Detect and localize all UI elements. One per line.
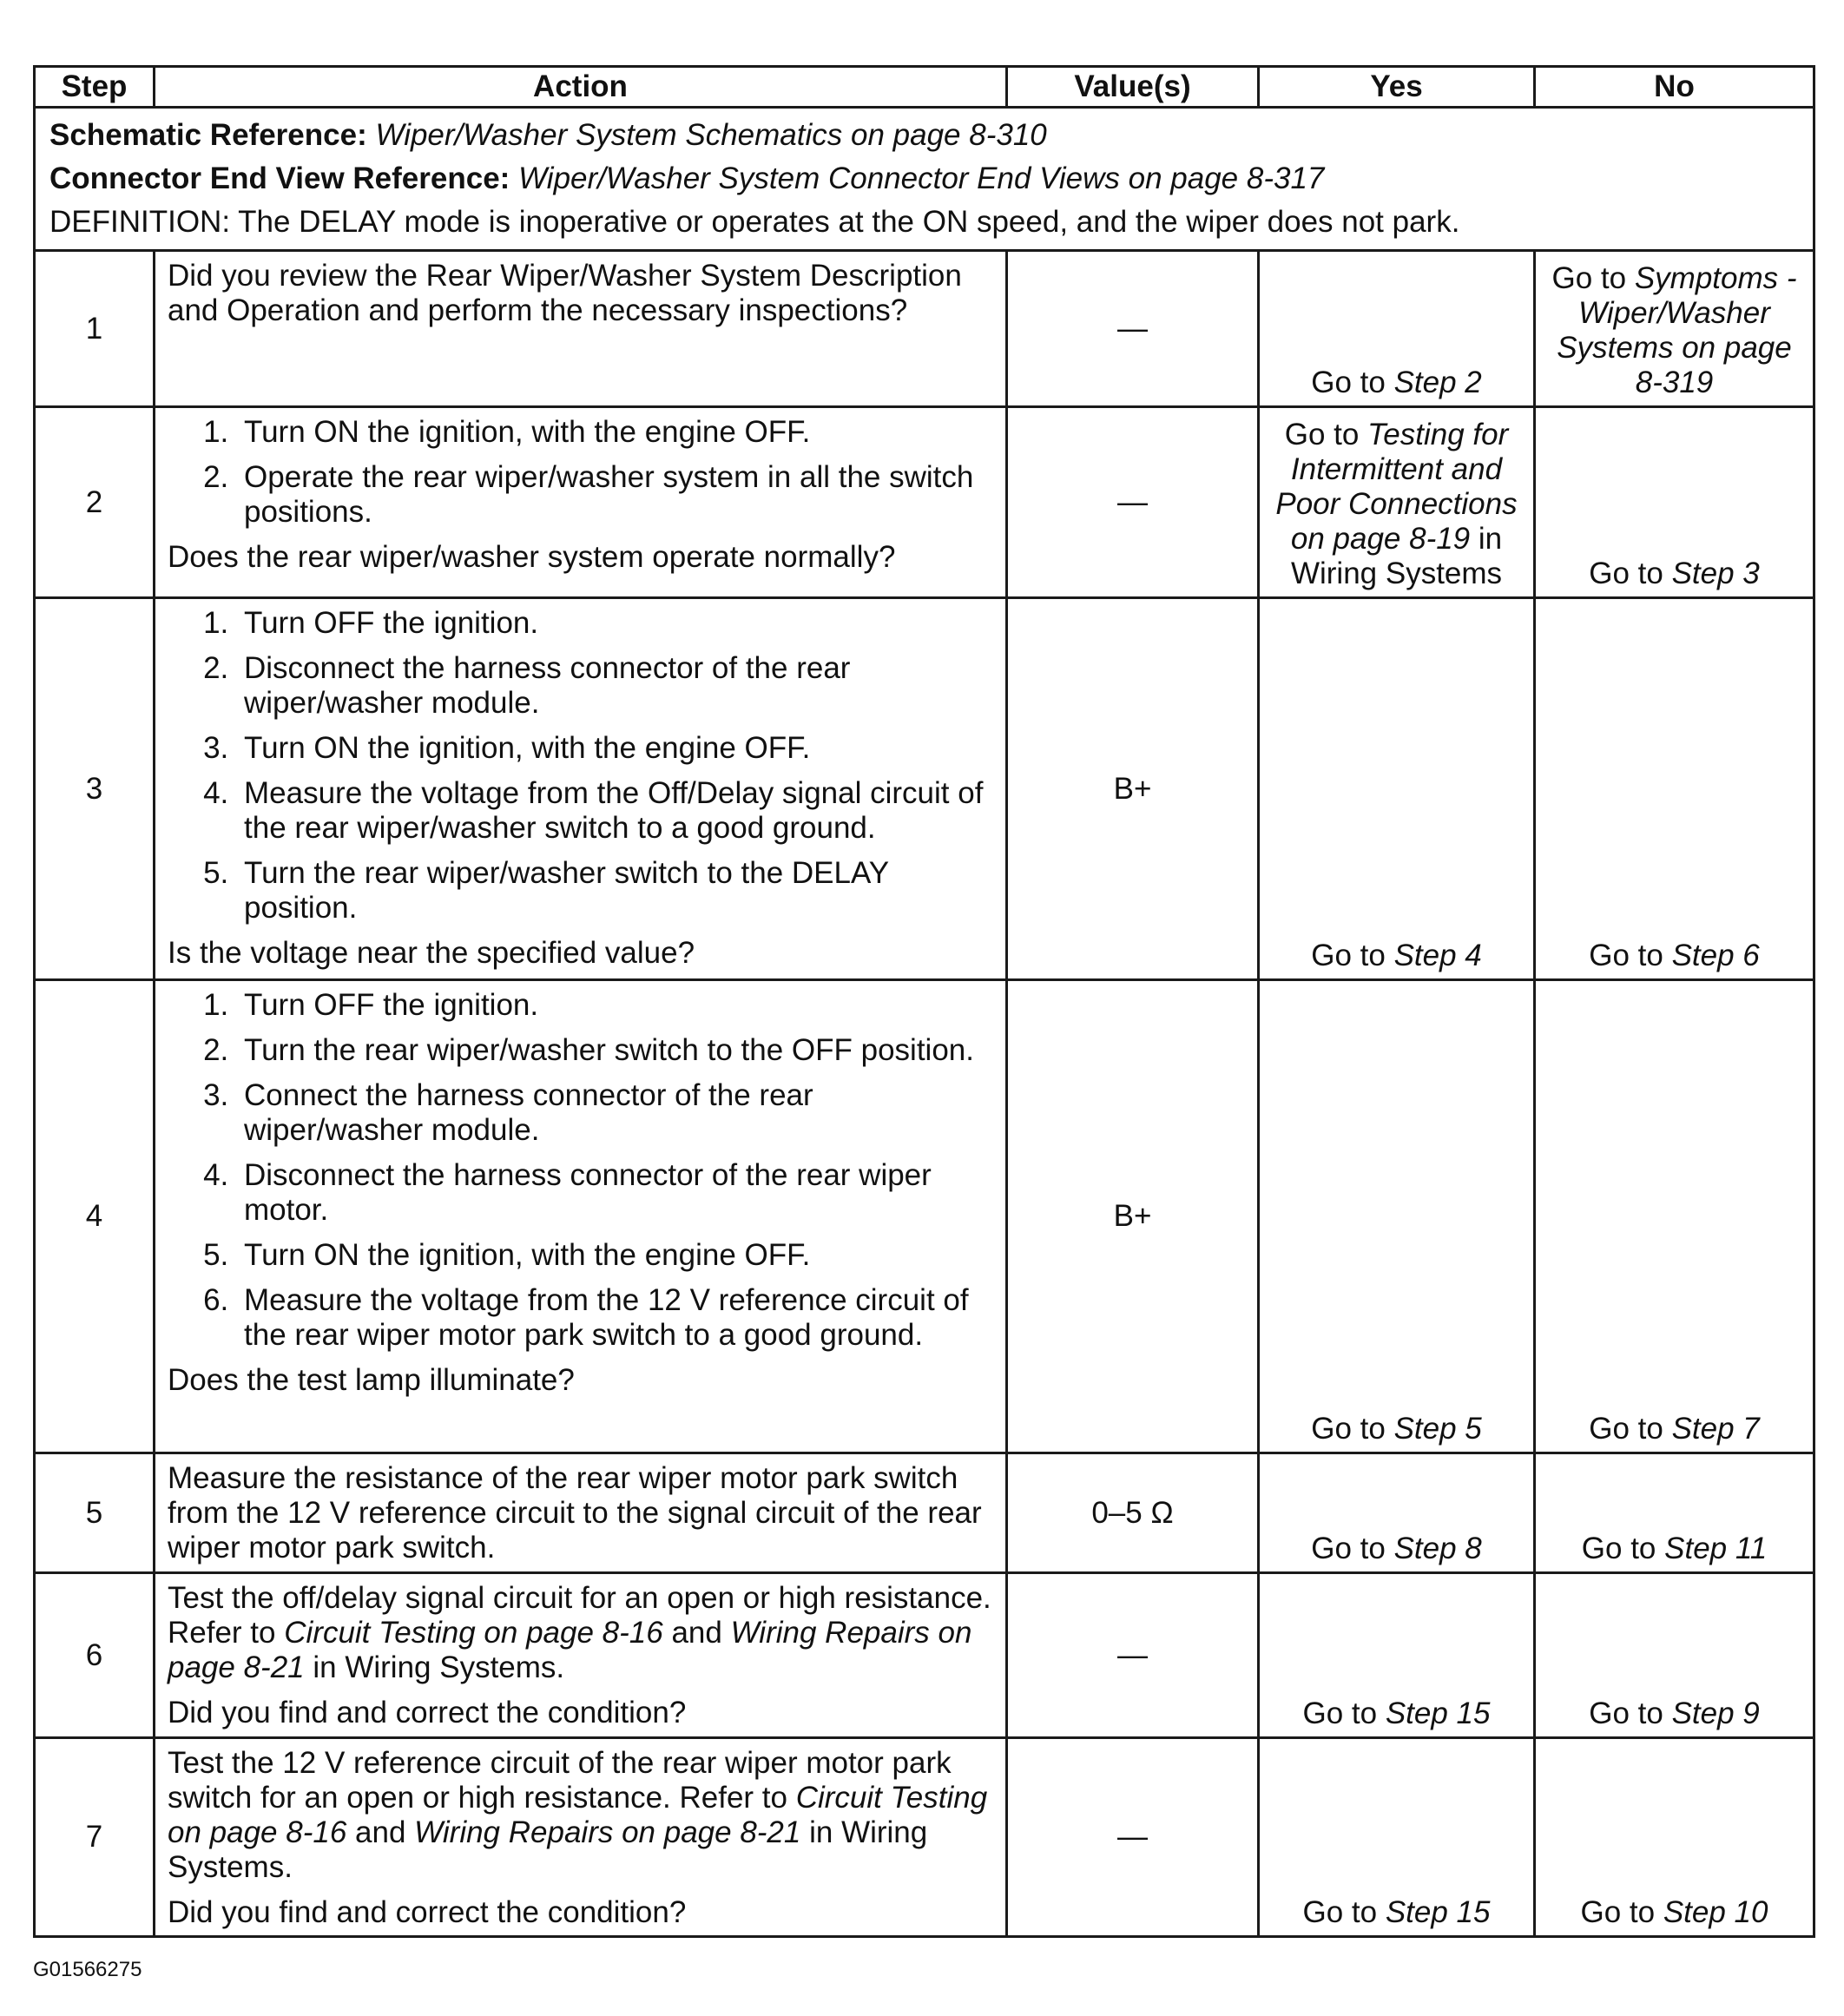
table-row [35,407,1814,598]
value-cell: B+ [1007,980,1259,1453]
action-item: 2. Disconnect the harness connector of the rear wiper/washer module. [237,651,993,721]
schematic-label: Schematic Reference: [49,118,367,152]
table-row [35,1573,1814,1738]
action-cell [155,407,1007,598]
action-text-part: in Wiring Systems. [304,1650,565,1684]
action-steps [168,988,993,1353]
connector-reference [49,157,1799,201]
step-number: 6 [35,1573,155,1738]
yes-prefix: Go to [1311,1412,1394,1446]
no-link[interactable]: Step 10 [1663,1895,1768,1929]
figure-code: G01566275 [33,1958,142,1981]
yes-prefix: Go to [1311,939,1394,972]
action-item: 4. Measure the voltage from the Off/Delay signal circuit of the rear wiper/washer switch to a good ground. [237,776,993,846]
circuit-testing-link[interactable]: Circuit Testing on page 8-16 [284,1616,663,1650]
header-action: Action [155,67,1007,108]
no-link[interactable]: Step 3 [1671,557,1760,590]
action-item: 4. Disconnect the harness connector of the rear wiper motor. [237,1158,993,1228]
step-number: 7 [35,1738,155,1937]
yes-link[interactable]: Step 8 [1393,1532,1482,1565]
action-cell [155,1738,1007,1937]
yes-cell [1259,1738,1535,1937]
action-item: 1. Turn OFF the ignition. [237,606,993,641]
table-row [35,598,1814,980]
yes-prefix: Go to [1302,1696,1386,1730]
yes-link[interactable]: Step 5 [1393,1412,1482,1446]
no-cell [1535,1738,1814,1937]
action-cell [155,1573,1007,1738]
no-prefix: Go to [1551,261,1635,295]
yes-link[interactable]: Testing for Intermittent and Poor Connections on page 8-19 [1275,418,1518,556]
no-prefix: Go to [1589,939,1672,972]
action-text-part: Test the off/delay signal circuit for an open or high resistance. Refer to [168,1581,991,1650]
action-cell: Did you review the Rear Wiper/Washer System Description and Operation and perform the necessary inspections? [155,251,1007,407]
action-cell [155,598,1007,980]
schematic-reference [49,114,1799,157]
yes-link[interactable]: Step 15 [1385,1895,1491,1929]
diagnostic-table-container [33,65,1813,1938]
header-no: No [1535,67,1814,108]
no-link[interactable]: Step 11 [1664,1532,1768,1565]
table-row [35,1453,1814,1573]
action-steps [168,415,993,530]
wiring-repairs-link[interactable]: Wiring Repairs on page 8-21 [168,1616,972,1684]
no-prefix: Go to [1580,1895,1663,1929]
header-step: Step [35,67,155,108]
connector-link[interactable]: Wiper/Washer System Connector End Views on page 8-317 [518,161,1325,195]
step-number: 5 [35,1453,155,1573]
reference-row [35,108,1814,251]
action-text-part: Test the 12 V reference circuit of the rear wiper motor park switch for an open or high resistance. Refer to [168,1746,952,1815]
no-link[interactable]: Step 6 [1671,939,1760,972]
action-item: 3. Connect the harness connector of the rear wiper/washer module. [237,1078,993,1148]
yes-prefix: Go to [1284,418,1368,451]
diagnostic-table [33,65,1815,1938]
yes-cell [1259,598,1535,980]
value-cell: B+ [1007,598,1259,980]
step-number: 4 [35,980,155,1453]
step-number: 1 [35,251,155,407]
no-prefix: Go to [1589,1696,1672,1730]
yes-prefix: Go to [1311,1532,1394,1565]
action-item: 5. Turn the rear wiper/washer switch to the DELAY position. [237,856,993,926]
action-question: Did you find and correct the condition? [168,1895,687,1929]
action-question: Does the rear wiper/washer system operate normally? [168,540,896,574]
no-cell [1535,251,1814,407]
action-steps [168,606,993,926]
no-cell [1535,980,1814,1453]
action-question: Is the voltage near the specified value? [168,936,695,970]
action-item: 3. Turn ON the ignition, with the engine OFF. [237,731,993,766]
value-cell: — [1007,1738,1259,1937]
action-item: 2. Turn the rear wiper/washer switch to the OFF position. [237,1033,993,1068]
connector-label: Connector End View Reference: [49,161,510,195]
action-text-part: in Wiring Systems. [168,1815,928,1884]
wiring-repairs-link[interactable]: Wiring Repairs on page 8-21 [414,1815,801,1849]
action-item: 1. Turn OFF the ignition. [237,988,993,1023]
yes-prefix: Go to [1311,366,1394,399]
no-prefix: Go to [1589,1412,1672,1446]
action-text [168,1581,993,1685]
value-cell: — [1007,1573,1259,1738]
yes-cell [1259,980,1535,1453]
yes-suffix: in Wiring Systems [1290,522,1503,590]
yes-link[interactable]: Step 15 [1385,1696,1491,1730]
action-item: 1. Turn ON the ignition, with the engine OFF. [237,415,993,450]
header-yes: Yes [1259,67,1535,108]
table-row [35,1738,1814,1937]
action-item: 6. Measure the voltage from the 12 V reference circuit of the rear wiper motor park switch to a good ground. [237,1283,993,1353]
yes-link[interactable]: Step 4 [1393,939,1482,972]
action-cell: Measure the resistance of the rear wiper motor park switch from the 12 V reference circuit to the signal circuit of the rear wiper motor park switch. [155,1453,1007,1573]
reference-cell [35,108,1814,251]
definition: DEFINITION: The DELAY mode is inoperative or operates at the ON speed, and the wiper does not park. [49,205,1460,239]
yes-cell [1259,1573,1535,1738]
action-question: Does the test lamp illuminate? [168,1363,575,1397]
schematic-link[interactable]: Wiper/Washer System Schematics on page 8-310 [375,118,1047,152]
value-cell: — [1007,251,1259,407]
no-cell [1535,407,1814,598]
no-link[interactable]: Step 9 [1671,1696,1760,1730]
yes-prefix: Go to [1302,1895,1386,1929]
no-prefix: Go to [1589,557,1672,590]
no-cell [1535,598,1814,980]
header-values: Value(s) [1007,67,1259,108]
step-number: 3 [35,598,155,980]
value-cell: 0–5 Ω [1007,1453,1259,1573]
yes-cell [1259,251,1535,407]
action-cell [155,980,1007,1453]
action-text [168,1746,993,1885]
no-cell [1535,1453,1814,1573]
no-prefix: Go to [1581,1532,1665,1565]
value-cell: — [1007,407,1259,598]
table-row [35,980,1814,1453]
header-row [35,67,1814,108]
no-link[interactable]: Symptoms - Wiper/Washer Systems on page 8-319 [1557,261,1797,399]
action-text-part: and [662,1616,731,1650]
table-row [35,251,1814,407]
action-question: Did you find and correct the condition? [168,1696,687,1729]
action-text-part: and [346,1815,415,1849]
action-item: 5. Turn ON the ignition, with the engine OFF. [237,1238,993,1273]
yes-cell [1259,407,1535,598]
step-number: 2 [35,407,155,598]
circuit-testing-link[interactable]: Circuit Testing on page 8-16 [168,1781,988,1849]
action-item: 2. Operate the rear wiper/washer system in all the switch positions. [237,460,993,530]
yes-cell [1259,1453,1535,1573]
yes-link[interactable]: Step 2 [1393,366,1482,399]
no-link[interactable]: Step 7 [1671,1412,1760,1446]
no-cell [1535,1573,1814,1738]
